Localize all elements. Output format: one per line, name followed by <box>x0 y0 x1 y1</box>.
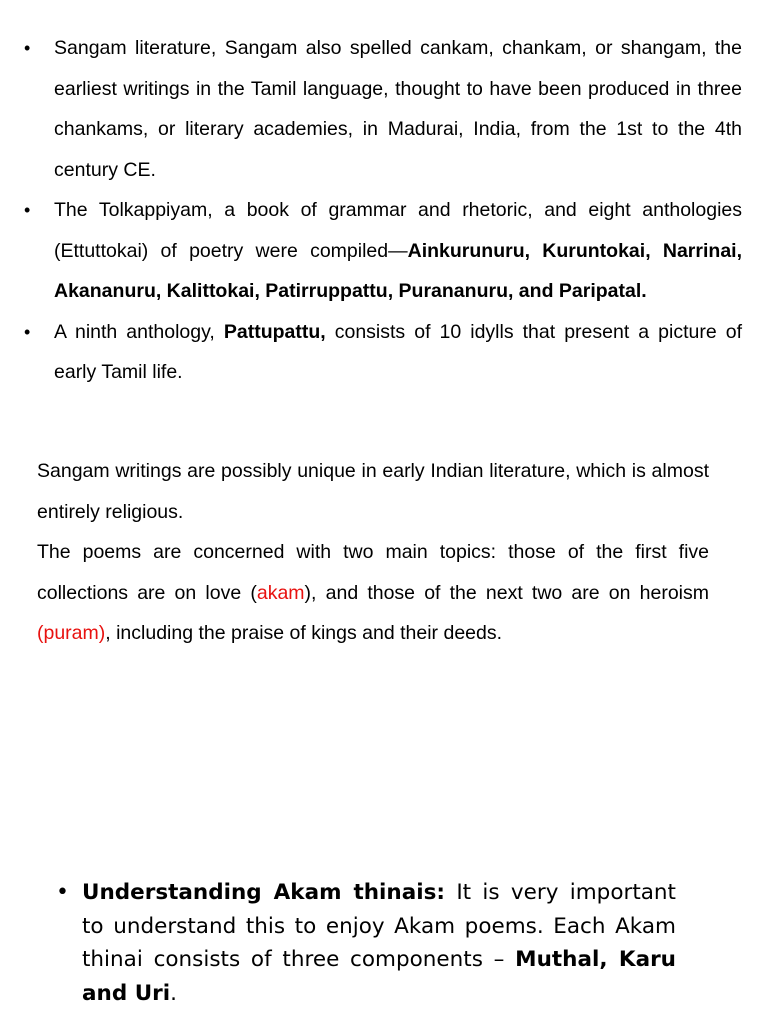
text-run: A ninth anthology, <box>54 320 224 343</box>
bullet-item <box>0 190 768 312</box>
text-run: ), and those of the next two are on heroism <box>304 581 709 604</box>
text-run: consists of 10 idylls that present a picture of early Tamil life. <box>54 320 742 383</box>
akam-section <box>56 876 676 1010</box>
text-run: , including the praise of kings and their deeds. <box>105 622 503 644</box>
text-run: Sangam literature, Sangam also spelled cankam, chankam, or shangam, the earliest writings in the Tamil language, thought to have been produced in three chankams, or literary academies, in Madurai, India, from the 1st to the 4th century CE. <box>54 37 742 181</box>
text-run: The poems are concerned with two main topics: those of the first five collections are on love ( <box>37 541 709 604</box>
bullet-list <box>0 28 768 393</box>
bullet-dot-icon: • <box>56 880 69 905</box>
bullet-dot-icon: • <box>24 200 31 220</box>
bullet-dot-icon: • <box>24 321 31 342</box>
text-run: The Tolkappiyam, a book of grammar and rhetoric, and eight anthologies (Ettuttokai) of poetry were compiled— <box>54 199 742 262</box>
bullet-dot-icon: • <box>24 38 31 58</box>
paragraph <box>37 532 709 654</box>
bullet-text <box>54 190 742 312</box>
paragraph <box>37 451 709 532</box>
bullet-text <box>54 312 742 393</box>
highlighted-text: (puram) <box>37 622 106 644</box>
akam-heading: Understanding Akam thinais: <box>82 880 446 905</box>
akam-bullet-item <box>56 876 676 1010</box>
paragraph-block <box>37 451 709 654</box>
bullet-text <box>54 28 742 190</box>
bold-text: Pattupattu, <box>223 320 326 343</box>
akam-end: . <box>170 980 177 1006</box>
bold-text: Ainkurunuru, Kuruntokai, Narrinai, Akananuru, Kalittokai, Patirruppattu, Purananuru, and Paripatal. <box>54 239 742 302</box>
highlighted-text: akam <box>256 581 305 604</box>
text-run: Sangam writings are possibly unique in early Indian literature, which is almost entirely religious. <box>37 460 709 523</box>
bullet-item <box>0 28 768 190</box>
akam-body: It is very important to understand this to enjoy Akam poems. Each Akam thinai consists of three components – <box>82 880 676 972</box>
akam-components: Muthal, Karu and Uri <box>82 947 676 1006</box>
akam-text <box>82 876 676 1010</box>
bullet-item <box>0 312 768 393</box>
